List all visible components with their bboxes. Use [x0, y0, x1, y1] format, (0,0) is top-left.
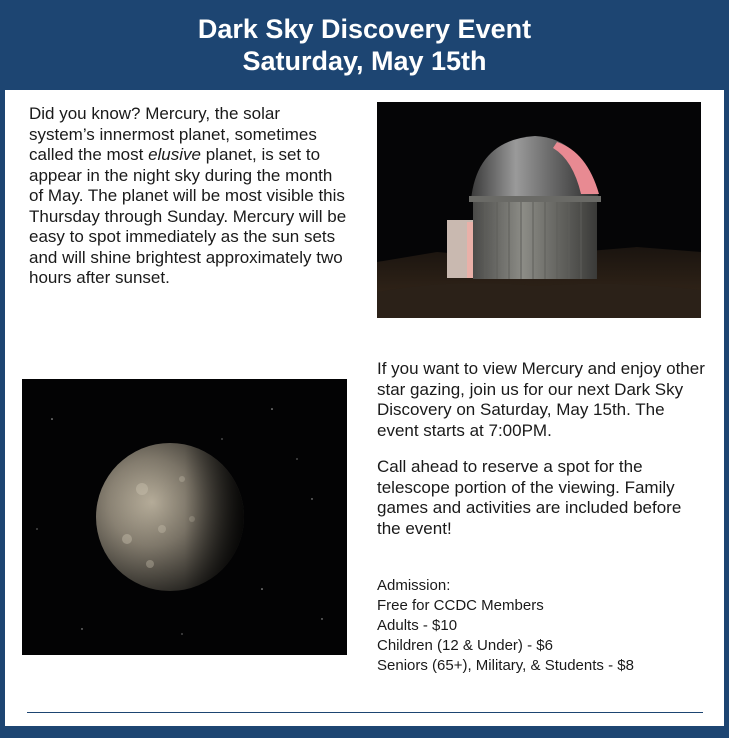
admission-item: Free for CCDC Members	[377, 597, 544, 614]
mercury-image	[22, 379, 347, 655]
admission-heading: Admission:	[377, 577, 451, 594]
invite-paragraph: If you want to view Mercury and enjoy other star gazing, join us for our next Dark Sky Discovery on Saturday, May 15th. The event starts at 7:00PM.	[377, 359, 705, 440]
content-panel	[5, 90, 724, 726]
intro-paragraph	[29, 104, 349, 289]
admission-list	[377, 576, 707, 676]
event-date: Saturday, May 15th	[242, 46, 487, 76]
admission-item: Seniors (65+), Military, & Students - $8	[377, 657, 634, 674]
footer-divider	[27, 712, 703, 713]
intro-text-part2: planet, is set to appear in the night sky during the month of May. The planet will be most visible this Thursday through Sunday. Mercury will be easy to spot immediately as the sun sets and will shine brightest approximately two hours after sunset.	[29, 145, 347, 287]
observatory-image	[377, 102, 701, 318]
intro-emphasis: elusive	[148, 145, 201, 164]
invite-section	[377, 359, 707, 555]
admission-item: Adults - $10	[377, 617, 458, 634]
admission-item: Children (12 & Under) - $6	[377, 637, 553, 654]
reserve-paragraph: Call ahead to reserve a spot for the telescope portion of the viewing. Family games and activities are included before the event!	[377, 457, 682, 538]
event-header	[0, 0, 729, 90]
intro-text-part1: Did you know? Mercury, the solar system’s innermost planet, sometimes called the most	[29, 104, 317, 164]
event-title: Dark Sky Discovery Event	[197, 14, 532, 44]
